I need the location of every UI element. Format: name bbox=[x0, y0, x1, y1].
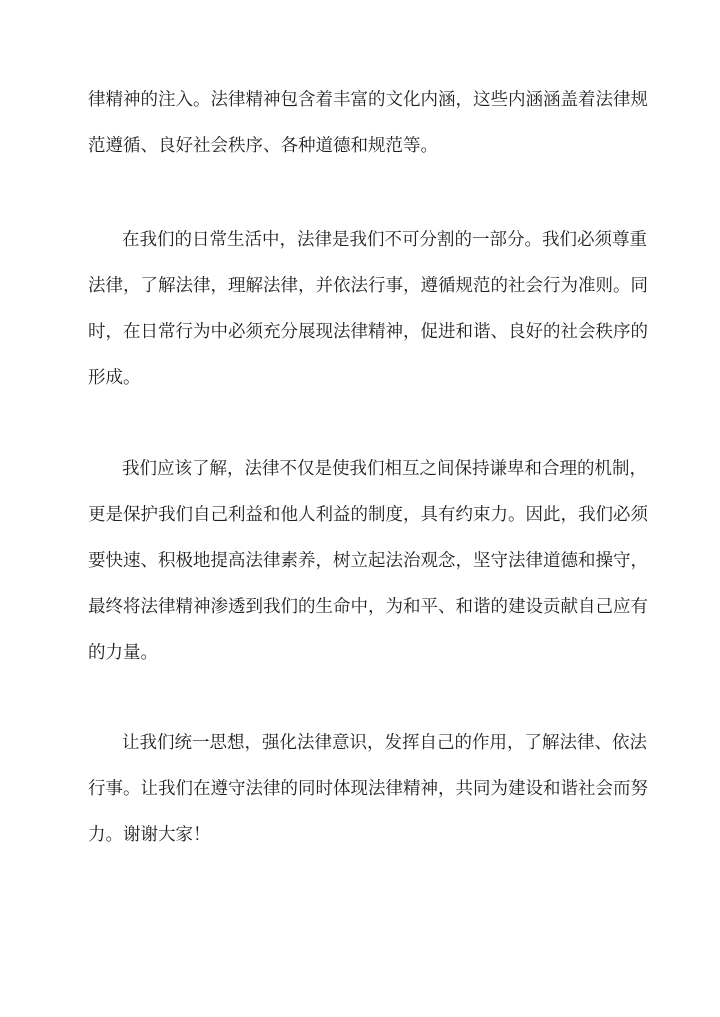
text-line: 我们应该了解，法律不仅是使我们相互之间保持谦卑和合理的机制， bbox=[122, 459, 647, 479]
text-line: 让我们统一思想，强化法律意识，发挥自己的作用，了解法律、依法 bbox=[122, 733, 647, 753]
text-line: 力。谢谢大家！ bbox=[88, 825, 211, 845]
text-line: 律精神的注入。法律精神包含着丰富的文化内涵，这些内涵涵盖着法律规 bbox=[88, 90, 648, 110]
text-line: 的力量。 bbox=[88, 643, 158, 663]
text-line: 时，在日常行为中必须充分展现法律精神，促进和谐、良好的社会秩序的 bbox=[88, 322, 648, 342]
text-line: 形成。 bbox=[88, 368, 141, 388]
text-line: 要快速、积极地提高法律素养，树立起法治观念，坚守法律道德和操守， bbox=[88, 551, 648, 571]
text-line: 行事。让我们在遵守法律的同时体现法律精神，共同为建设和谐社会而努 bbox=[88, 779, 648, 799]
text-line: 最终将法律精神渗透到我们的生命中，为和平、和谐的建设贡献自己应有 bbox=[88, 597, 648, 617]
text-line: 法律，了解法律，理解法律，并依法行事，遵循规范的社会行为准则。同 bbox=[88, 276, 648, 296]
text-line: 在我们的日常生活中，法律是我们不可分割的一部分。我们必须尊重 bbox=[122, 230, 647, 250]
text-line: 更是保护我们自己利益和他人利益的制度，具有约束力。因此，我们必须 bbox=[88, 505, 648, 525]
text-line: 范遵循、良好社会秩序、各种道德和规范等。 bbox=[88, 136, 438, 156]
